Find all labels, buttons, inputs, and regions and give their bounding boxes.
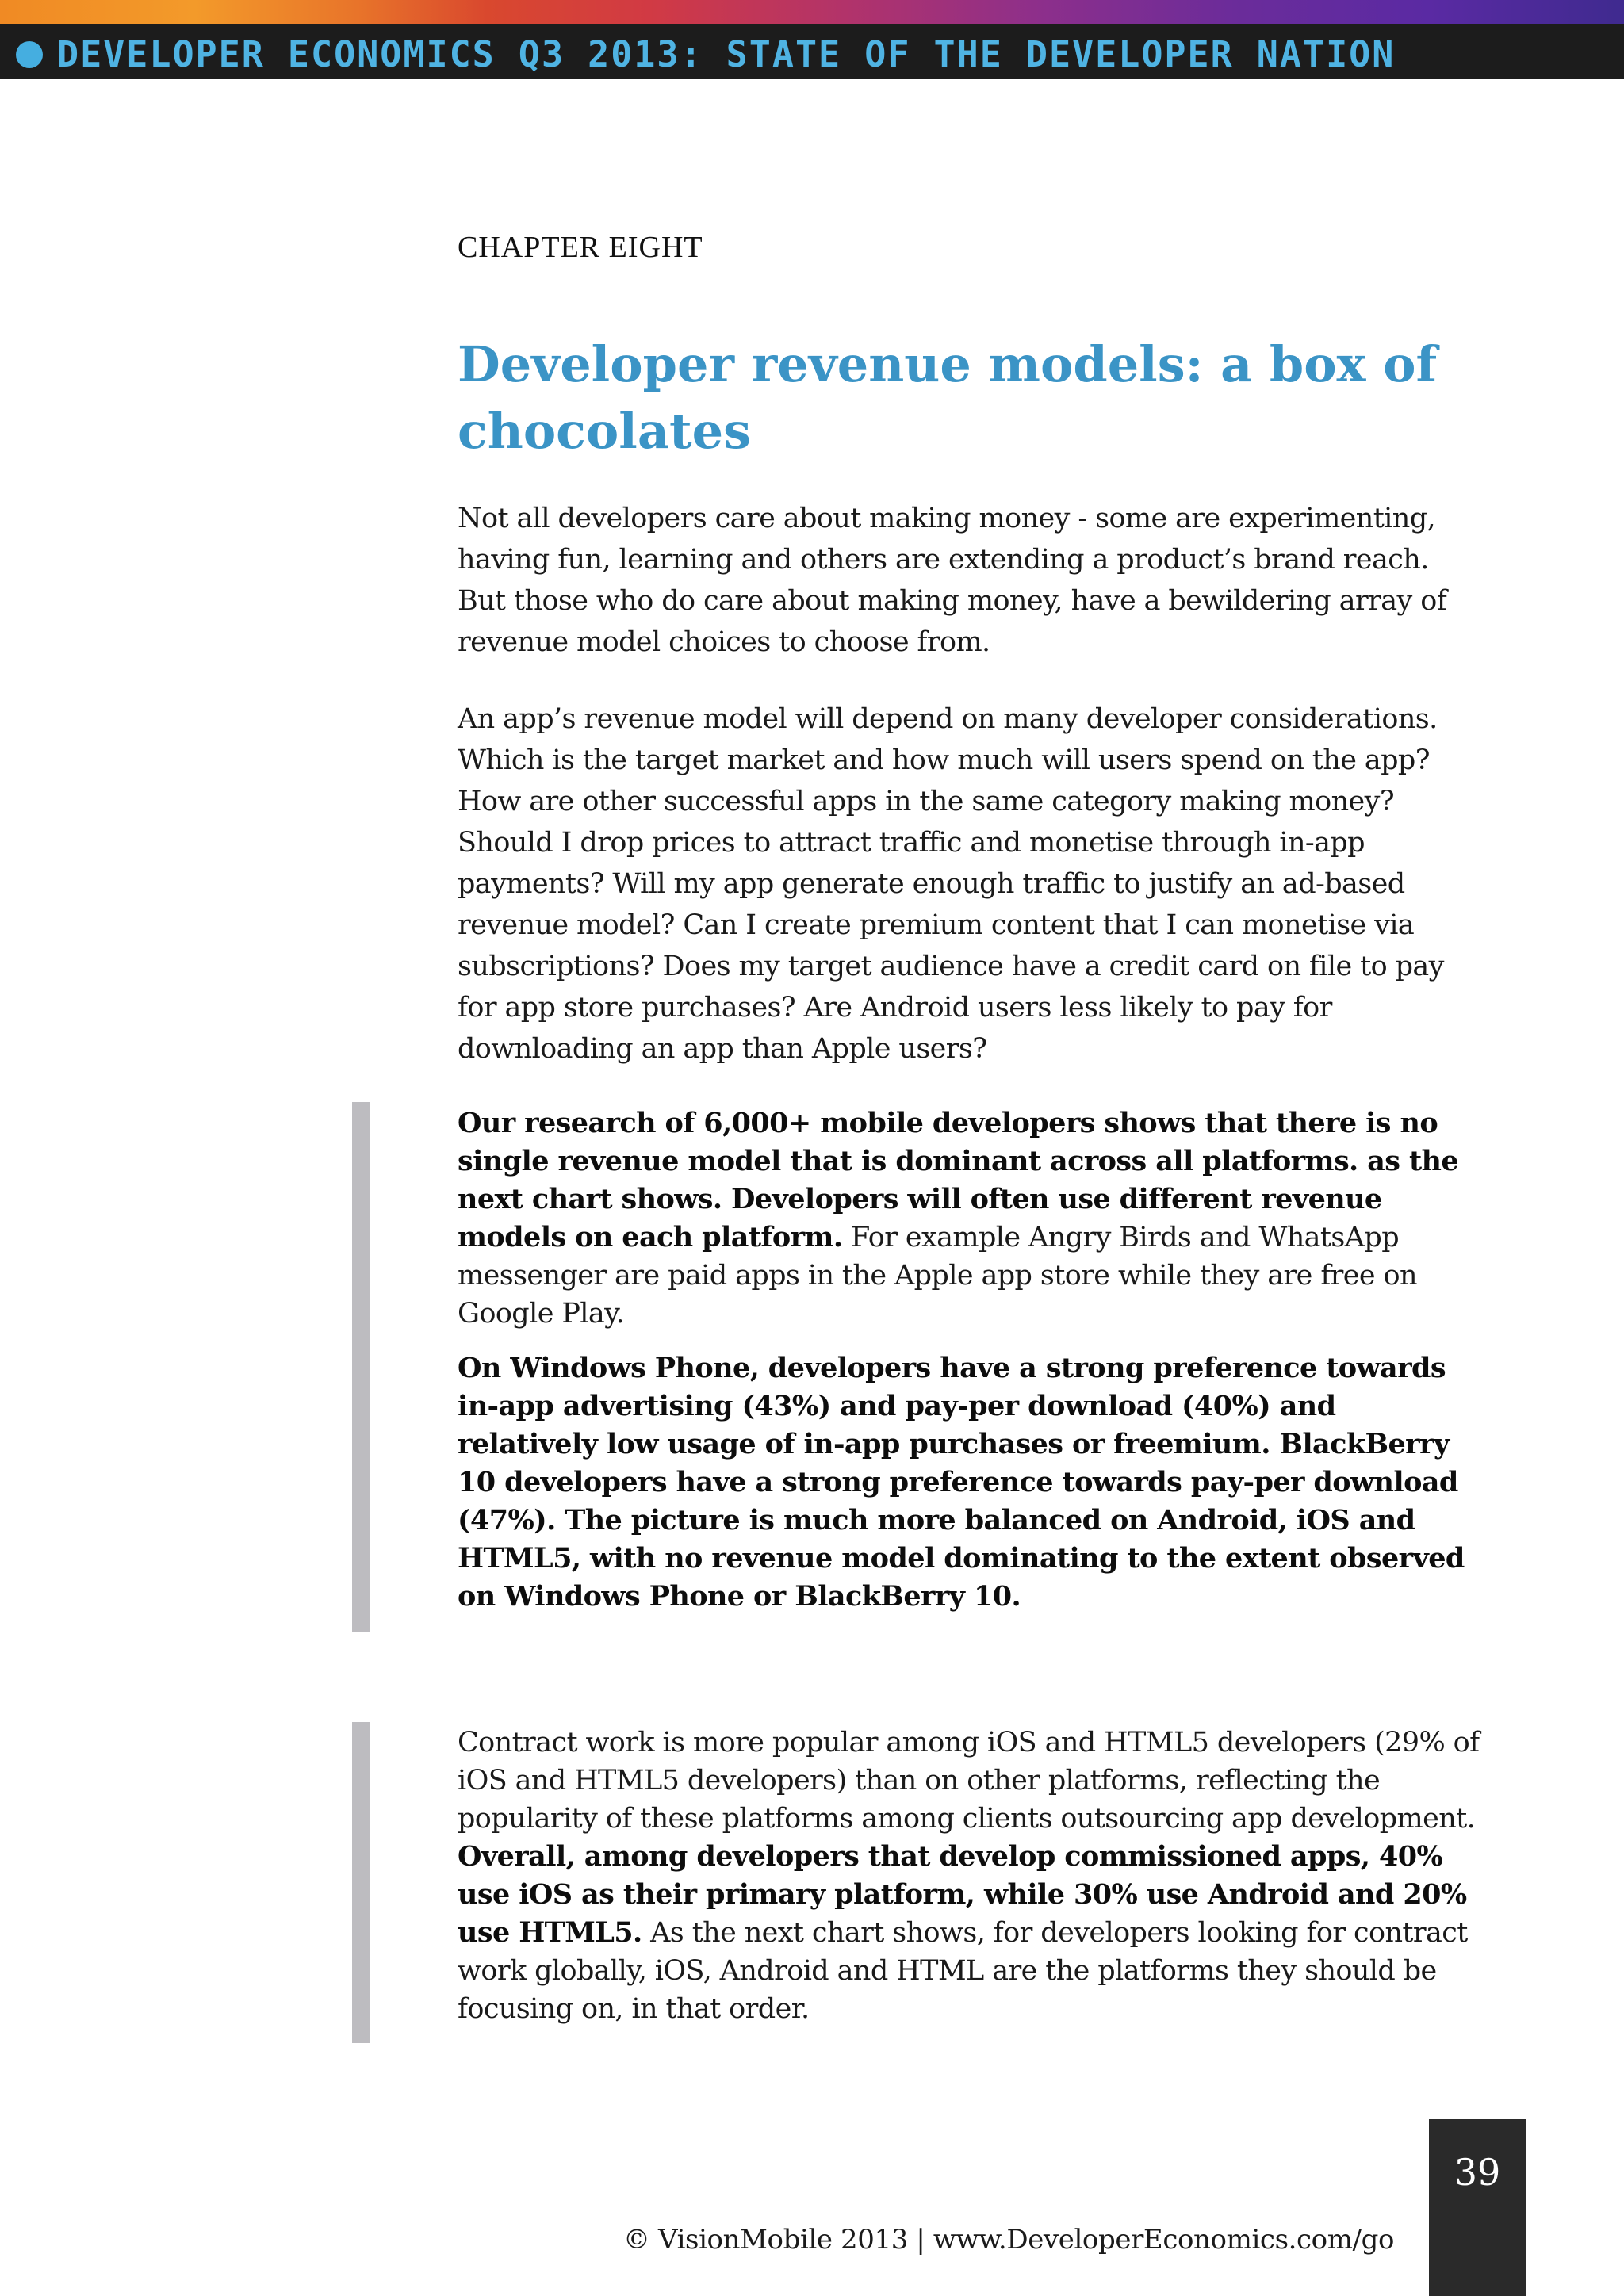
page-number-box (1429, 2119, 1526, 2296)
paragraph-intro: Not all developers care about making money - some are experimenting, having fun, learning and others are extending a product’s brand reach. But those who do care about making money, have a bewildering array of revenue model choices to choose from. (458, 503, 1447, 658)
page-title: Developer revenue models: a box of chocolates (458, 335, 1438, 460)
contract-highlight: Overall, among developers that develop commissioned apps, 40% use iOS as their primary platform, while 30% use Android and 20% use HTML5. (458, 1840, 1467, 1949)
contract-intro: Contract work is more popular among iOS and HTML5 developers (29% of iOS and HTML5 developers) than on other platforms, reflecting the popularity of these platforms among clients outsourcing app development. (458, 1727, 1480, 1835)
paragraph-contract-work (458, 1724, 1480, 2028)
chapter-label: CHAPTER EIGHT (458, 231, 703, 264)
footer-copyright: © VisionMobile 2013 | www.DeveloperEconomics.com/go (623, 2224, 1395, 2256)
research-highlight: Our research of 6,000+ mobile developers shows that there is no single revenue model that is dominant across all platforms. as the next chart shows. Developers will often use different revenue models on each platform. (458, 1107, 1459, 1253)
contract-conclusion: As the next chart shows, for developers looking for contract work globally, iOS, Android and HTML are the platforms they should be focusing on, in that order. (458, 1917, 1468, 2025)
quote-bar (352, 1102, 370, 1632)
research-example: For example Angry Birds and WhatsApp messenger are paid apps in the Apple app store while they are free on Google Play. (458, 1222, 1417, 1330)
paragraph-platforms (458, 1349, 1480, 1616)
quote-bar (352, 1722, 370, 2043)
report-title: DEVELOPER ECONOMICS Q3 2013: STATE OF THE DEVELOPER NATION (57, 33, 1396, 75)
page-number: 39 (1454, 2151, 1501, 2194)
platforms-highlight: On Windows Phone, developers have a strong preference towards in-app advertising (43%) and pay-per download (40%) and relatively low usage of in-app purchases or freemium. BlackBerry 10 developers have a strong preference towards pay-per download (47%). The picture is much more balanced on Android, iOS and HTML5, with no revenue model dominating to the extent observed on Windows Phone or BlackBerry 10. (458, 1352, 1465, 1613)
gradient-stripe (0, 0, 1624, 24)
header-banner (0, 0, 1624, 79)
paragraph-considerations: An app’s revenue model will depend on many developer considerations. Which is the target market and how much will users spend on the app? How are other successful apps in the same category making money? Should I drop prices to attract traffic and monetise through in-app payments? Will my app generate enough traffic to justify an ad-based revenue model? Can I create premium content that I can monetise via subscriptions? Does my target audience have a credit card on file to pay for app store purchases? Are Android users less likely to pay for downloading an app than Apple users? (458, 703, 1444, 1065)
paragraph-research (458, 1104, 1480, 1333)
bullet-dot-icon (16, 41, 43, 68)
